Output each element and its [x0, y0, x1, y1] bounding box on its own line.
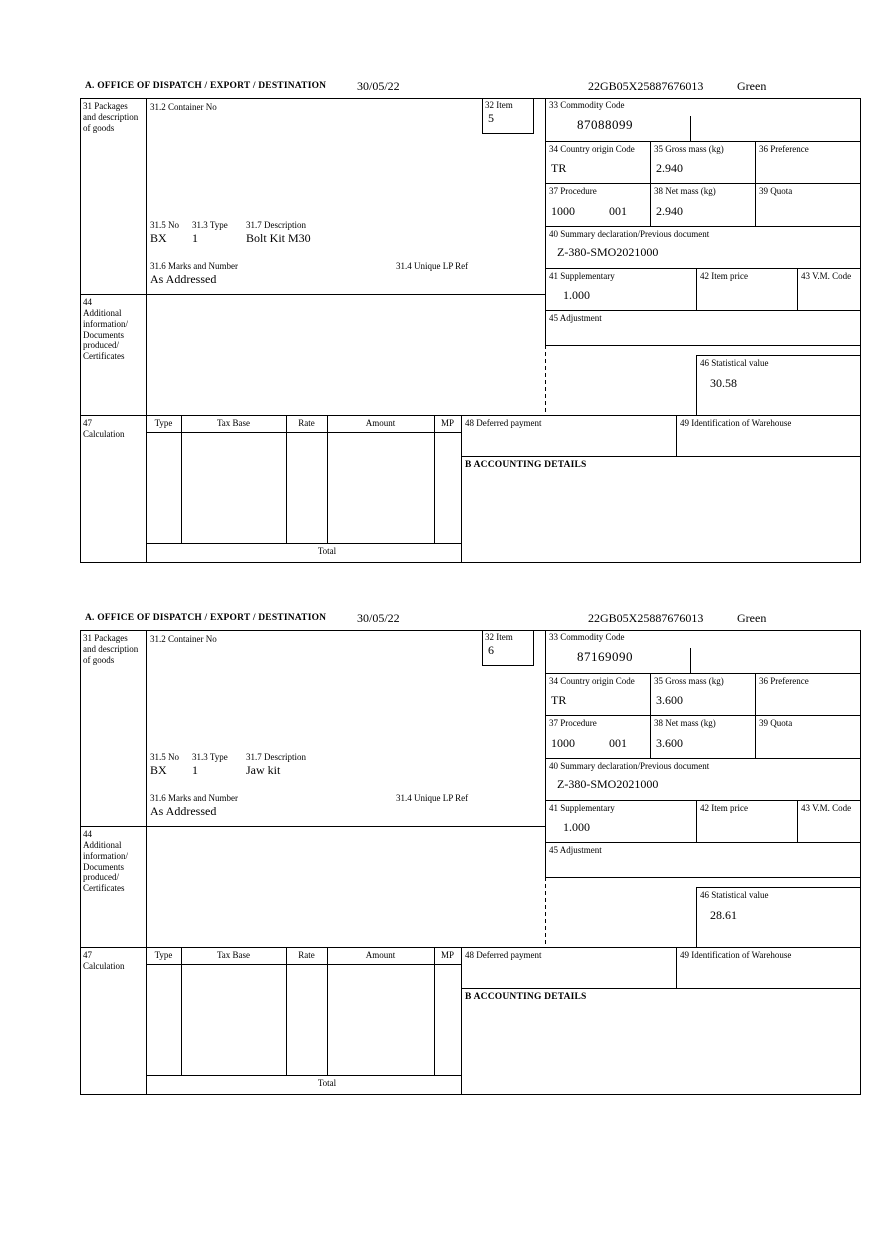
routing-channel: Green: [737, 611, 767, 625]
item-number-value: 5: [488, 111, 494, 125]
vm-code-label: 43 V.M. Code: [801, 803, 852, 813]
supplementary-value: 1.000: [563, 288, 590, 302]
item-form: [80, 630, 861, 1095]
commodity-code-value: 87088099: [577, 117, 633, 132]
supplementary-label: 41 Supplementary: [549, 803, 615, 813]
warehouse-id-label: 49 Identification of Warehouse: [680, 418, 792, 428]
office-of-dispatch-label: A. OFFICE OF DISPATCH / EXPORT / DESTINATION: [85, 613, 327, 623]
item-block: [80, 610, 862, 1100]
additional-info-label: Additional information/ Documents produced/ Certificates: [83, 840, 128, 894]
routing-channel: Green: [737, 79, 767, 93]
country-origin-label: 34 Country origin Code: [549, 144, 635, 154]
total-label: Total: [317, 546, 337, 556]
statistical-value: 30.58: [710, 376, 737, 390]
item-block: [80, 78, 862, 568]
goods-description-value: Jaw kit: [246, 763, 281, 777]
supplementary-value: 1.000: [563, 820, 590, 834]
packages-no-value: BX: [150, 763, 167, 777]
col-rate: Rate: [298, 950, 315, 960]
container-no-label: 31.2 Container No: [150, 102, 217, 112]
packages-no-value: BX: [150, 231, 167, 245]
gross-mass-value: 2.940: [656, 161, 683, 175]
item-number-value: 6: [488, 643, 494, 657]
total-label: Total: [317, 1078, 337, 1088]
col-tax-base: Tax Base: [216, 950, 251, 960]
quota-label: 39 Quota: [759, 718, 793, 728]
declaration-reference: 22GB05X25887676013: [588, 79, 704, 93]
vm-code-label: 43 V.M. Code: [801, 271, 852, 281]
goods-description-label: 31.7 Description: [246, 220, 306, 230]
warehouse-id-label: 49 Identification of Warehouse: [680, 950, 792, 960]
deferred-payment-label: 48 Deferred payment: [465, 950, 542, 960]
preference-label: 36 Preference: [759, 144, 809, 154]
procedure-value: 1000: [551, 204, 575, 218]
item-number-label: 32 Item: [485, 100, 513, 110]
statistical-value-label: 46 Statistical value: [700, 358, 769, 368]
marks-and-number-label: 31.6 Marks and Number: [150, 261, 238, 271]
goods-description-value: Bolt Kit M30: [246, 231, 311, 245]
col-rate: Rate: [298, 418, 315, 428]
col-type: Type: [154, 950, 173, 960]
additional-info-number: 44: [83, 829, 92, 839]
packages-no-label: 31.5 No: [150, 752, 179, 762]
procedure-label: 37 Procedure: [549, 718, 597, 728]
goods-description-label: 31.7 Description: [246, 752, 306, 762]
gross-mass-value: 3.600: [656, 693, 683, 707]
commodity-code-label: 33 Commodity Code: [549, 632, 625, 642]
calculation-label: Calculation: [83, 961, 125, 971]
col-mp: MP: [440, 950, 454, 960]
unique-lp-ref-label: 31.4 Unique LP Ref: [396, 793, 469, 803]
packages-no-label: 31.5 No: [150, 220, 179, 230]
declaration-reference: 22GB05X25887676013: [588, 611, 704, 625]
previous-document-value: Z-380-SMO2021000: [557, 245, 659, 259]
additional-info-number: 44: [83, 297, 92, 307]
net-mass-label: 38 Net mass (kg): [654, 718, 716, 728]
net-mass-value: 2.940: [656, 204, 683, 218]
accounting-details-label: B ACCOUNTING DETAILS: [465, 460, 587, 470]
calculation-number: 47: [83, 950, 92, 960]
gross-mass-label: 35 Gross mass (kg): [654, 144, 724, 154]
adjustment-label: 45 Adjustment: [549, 313, 602, 323]
packages-description-label: 31 Packages and description of goods: [83, 633, 139, 665]
item-price-label: 42 Item price: [700, 803, 748, 813]
unique-lp-ref-label: 31.4 Unique LP Ref: [396, 261, 469, 271]
container-no-label: 31.2 Container No: [150, 634, 217, 644]
country-origin-label: 34 Country origin Code: [549, 676, 635, 686]
packages-type-value: 1: [192, 763, 198, 777]
col-mp: MP: [440, 418, 454, 428]
additional-info-label: Additional information/ Documents produced/ Certificates: [83, 308, 128, 362]
marks-and-number-label: 31.6 Marks and Number: [150, 793, 238, 803]
previous-document-label: 40 Summary declaration/Previous document: [549, 229, 710, 239]
form-grid-lines: [80, 98, 861, 563]
statistical-value-label: 46 Statistical value: [700, 890, 769, 900]
col-type: Type: [154, 418, 173, 428]
preference-label: 36 Preference: [759, 676, 809, 686]
packages-type-value: 1: [192, 231, 198, 245]
dispatch-date: 30/05/22: [357, 611, 400, 625]
packages-description-label: 31 Packages and description of goods: [83, 101, 139, 133]
statistical-value: 28.61: [710, 908, 737, 922]
quota-label: 39 Quota: [759, 186, 793, 196]
calculation-number: 47: [83, 418, 92, 428]
accounting-details-label: B ACCOUNTING DETAILS: [465, 992, 587, 1002]
col-amount: Amount: [365, 950, 396, 960]
commodity-code-value: 87169090: [577, 649, 633, 664]
commodity-code-label: 33 Commodity Code: [549, 100, 625, 110]
net-mass-label: 38 Net mass (kg): [654, 186, 716, 196]
deferred-payment-label: 48 Deferred payment: [465, 418, 542, 428]
item-number-label: 32 Item: [485, 632, 513, 642]
calculation-label: Calculation: [83, 429, 125, 439]
item-price-label: 42 Item price: [700, 271, 748, 281]
marks-and-number-value: As Addressed: [150, 272, 217, 286]
procedure-extension-value: 001: [609, 736, 627, 750]
form-grid-lines: [80, 630, 861, 1095]
supplementary-label: 41 Supplementary: [549, 271, 615, 281]
procedure-value: 1000: [551, 736, 575, 750]
adjustment-label: 45 Adjustment: [549, 845, 602, 855]
marks-and-number-value: As Addressed: [150, 804, 217, 818]
previous-document-label: 40 Summary declaration/Previous document: [549, 761, 710, 771]
packages-type-label: 31.3 Type: [192, 752, 228, 762]
dispatch-date: 30/05/22: [357, 79, 400, 93]
office-of-dispatch-label: A. OFFICE OF DISPATCH / EXPORT / DESTINATION: [85, 81, 327, 91]
net-mass-value: 3.600: [656, 736, 683, 750]
procedure-extension-value: 001: [609, 204, 627, 218]
item-form: [80, 98, 861, 563]
previous-document-value: Z-380-SMO2021000: [557, 777, 659, 791]
gross-mass-label: 35 Gross mass (kg): [654, 676, 724, 686]
packages-type-label: 31.3 Type: [192, 220, 228, 230]
country-origin-value: TR: [551, 161, 567, 175]
col-tax-base: Tax Base: [216, 418, 251, 428]
col-amount: Amount: [365, 418, 396, 428]
procedure-label: 37 Procedure: [549, 186, 597, 196]
country-origin-value: TR: [551, 693, 567, 707]
